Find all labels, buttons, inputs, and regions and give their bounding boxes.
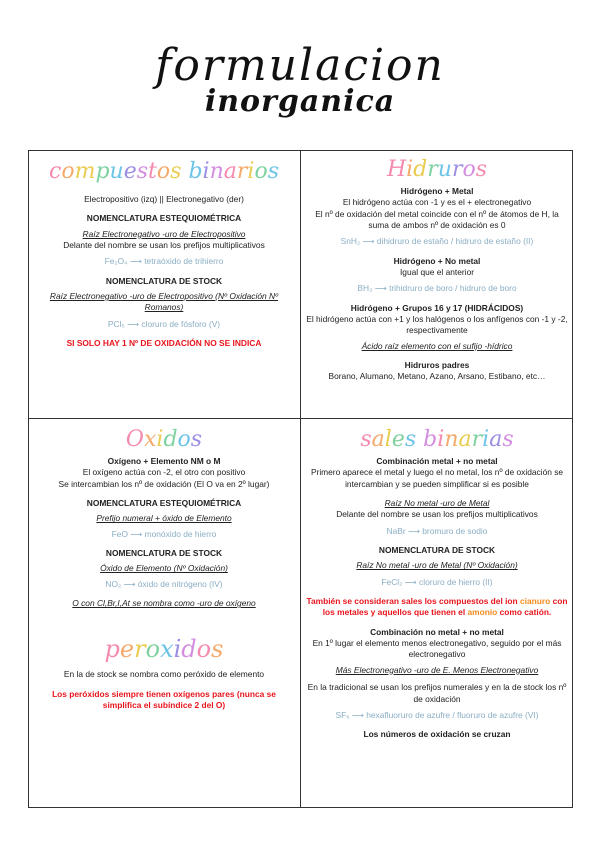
sales-cianuro: cianuro <box>520 596 551 607</box>
peroxidos-text: En la de stock se nombra como peróxido de elemento <box>63 669 265 680</box>
binarios-estq-note: Delante del nombre se usan los prefijos multiplicativos <box>63 240 265 251</box>
binarios-estq-example: Fe₂O₄ ⟶ tetraóxido de trihierro <box>104 256 224 267</box>
sales-stock-title: NOMENCLATURA DE STOCK <box>378 545 496 556</box>
binarios-estq-rule: Raíz Electronegativo -uro de Electropositivo <box>82 228 246 239</box>
grid-horizontal-divider <box>28 418 573 419</box>
hidruros-nometal-text: Igual que el anterior <box>399 267 475 278</box>
heading-compuestos-binarios: compuestos binarios <box>49 159 279 184</box>
binarios-warning: SI SOLO HAY 1 Nº DE OXIDACIÓN NO SE INDICA <box>66 338 262 349</box>
section-sales-binarias <box>304 426 570 741</box>
page-title: formulacion <box>155 40 445 91</box>
binarios-stock-example: PCl₅ ⟶ cloruro de fósforo (V) <box>107 318 221 329</box>
hidruros-grupos-rule: Ácido raíz elemento con el sufijo -hídrico <box>361 340 513 351</box>
sales-nn-text: En 1º lugar el elemento menos electronegativo, seguido por el más electronegativo <box>312 638 562 660</box>
sales-mm-note: Delante del nombre se usan los prefijos multiplicativos <box>336 509 538 520</box>
sales-nn-example: SF₆ ⟶ hexafluoruro de azufre / fluoruro de azufre (VI) <box>335 709 539 720</box>
sales-mm-rule: Raíz No metal -uro de Metal <box>384 498 490 509</box>
sales-stock-rule: Raíz No metal -uro de Metal (Nº Oxidación) <box>356 560 518 571</box>
hidruros-grupos-title: Hidrógeno + Grupos 16 y 17 (HIDRÁCIDOS) <box>350 302 524 313</box>
sales-amonio: amonio <box>467 607 498 618</box>
oxidos-stock-title: NOMENCLATURA DE STOCK <box>105 548 223 559</box>
oxidos-halogen-rule: O con Cl,Br,I,At se nombra como -uro de oxígeno <box>72 598 256 609</box>
sales-stock-example: FeCl₂ ⟶ cloruro de hierro (II) <box>381 576 493 587</box>
hidruros-metal-text1: El hidrógeno actúa con -1 y es el + electronegativo <box>342 197 532 208</box>
oxidos-title: Oxígeno + Elemento NM o M <box>107 456 221 466</box>
heading-sales-binarias: sales binarias <box>360 427 514 452</box>
heading-oxidos: Oxidos <box>125 427 203 452</box>
sales-nn-rule: Más Electronegativo -uro de E. Menos Electronegativo <box>335 664 539 675</box>
heading-peroxidos: peroxidos <box>104 635 224 664</box>
hidruros-nometal-example: BH₃ ⟶ trihidruro de boro / hidruro de boro <box>357 283 517 294</box>
hidruros-nometal-title: Hidrógeno + No metal <box>393 255 481 266</box>
hidruros-grupos-text: El hidrógeno actúa con +1 y los halógenos o los anfígenos con -1 y -2, respectivamente <box>306 314 568 336</box>
binarios-stock-title: NOMENCLATURA DE STOCK <box>105 275 223 286</box>
section-compuestos-binarios <box>32 158 296 349</box>
peroxidos-warning: Los peróxidos siempre tienen oxígenos pares (nunca se simplifica el subíndice 2 del O) <box>52 688 276 711</box>
sales-nn-note: En la tradicional se usan los prefijos numerales y en la de stock los nº de oxidación <box>307 682 567 704</box>
oxidos-text2: Se intercambian los nº de oxidación (El O va en 2º lugar) <box>58 478 270 489</box>
heading-hidruros: Hidruros <box>386 157 488 182</box>
hidruros-padres-text: Borano, Alumano, Metano, Azano, Arsano, Estibano, etc… <box>328 371 546 382</box>
binarios-intro: Electropositivo (izq) || Electronegativo (der) <box>84 194 244 204</box>
grid-vertical-divider <box>300 150 301 808</box>
oxidos-estq-rule: Prefijo numeral + óxido de Elemento <box>96 513 232 524</box>
oxidos-estq-example: FeO ⟶ monóxido de hierro <box>111 528 217 539</box>
sales-nn-title: Combinación no metal + no metal <box>370 626 504 637</box>
page-subtitle: inorganica <box>204 84 396 119</box>
hidruros-metal-text2: El nº de oxidación del metal coincide con el nº de átomos de H, la suma de ambos nº de oxidación es 0 <box>315 208 559 231</box>
sales-mm-text: Primero aparece el metal y luego el no metal, los nº de oxidación se intercambian y se pueden simplificar si es posible <box>310 467 564 489</box>
binarios-stock-rule: Raíz Electronegativo -uro de Electropositivo (Nº Oxidación Nº Romanos) <box>49 291 279 313</box>
oxidos-estq-title: NOMENCLATURA ESTEQUIOMÉTRICA <box>86 498 242 509</box>
hidruros-padres-title: Hidruros padres <box>404 360 470 371</box>
binarios-estq-title: NOMENCLATURA ESTEQUIOMÉTRICA <box>86 213 242 224</box>
section-hidruros <box>304 156 570 383</box>
oxidos-text1: El oxígeno actúa con -2, el otro con positivo <box>82 467 246 478</box>
sales-mm-example: NaBr ⟶ bromuro de sodio <box>386 525 488 536</box>
hidruros-metal-example: SnH₂ ⟶ dihidruro de estaño / hidruro de estaño (II) <box>340 236 534 247</box>
section-oxidos <box>32 426 296 711</box>
sales-cross: Los números de oxidación se cruzan <box>363 729 511 740</box>
sales-also-note: También se consideran sales los compuestos del ion cianuro con los metales y aquellos que tienen el amonio como catión. <box>306 596 568 618</box>
oxidos-stock-rule: Óxido de Elemento (Nº Oxidación) <box>100 563 228 574</box>
hidruros-metal-title: Hidrógeno + Metal <box>400 186 474 196</box>
oxidos-stock-example: NO₂ ⟶ óxido de nitrógeno (IV) <box>105 578 223 589</box>
sales-mm-title: Combinación metal + no metal <box>376 456 498 466</box>
